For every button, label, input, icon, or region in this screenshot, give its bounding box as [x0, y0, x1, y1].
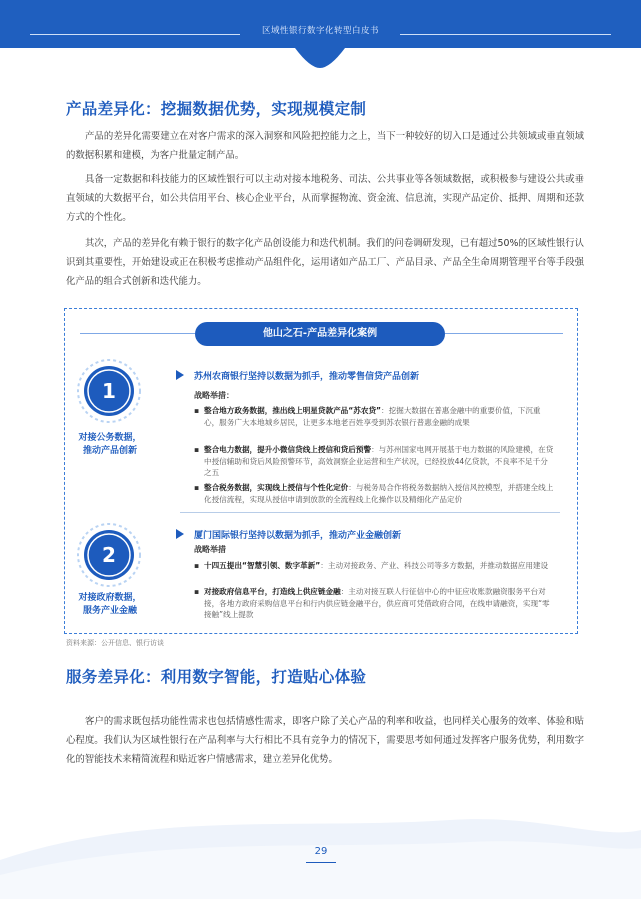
- case-caption-line: 对接公务数据，: [78, 433, 142, 443]
- case-bullet: [194, 444, 554, 479]
- bullet-text: ：挖掘大数据在普惠金融中的重要价值，下沉重心，服务广大本地城乡居民，让更多本地老百姓享受到苏农银行普惠金融的成果: [204, 406, 541, 427]
- bullet-dot-icon: ▪: [194, 587, 200, 596]
- bullet-bold: 整合电力数据，提升小微信贷线上授信和贷后预警: [204, 445, 372, 454]
- arrow-right-icon: [176, 370, 184, 380]
- case-divider: [180, 512, 560, 513]
- bullet-bold: 对接政府信息平台，打造线上供应链金融: [204, 587, 341, 596]
- page-number: 29: [314, 846, 328, 857]
- bullet-dot-icon: ▪: [194, 483, 200, 492]
- case-number: 2: [102, 543, 116, 567]
- case-bullet: [194, 586, 554, 621]
- case-title-rule-right: [445, 333, 563, 334]
- source-note: 资料来源：公开信息、银行访谈: [66, 639, 164, 647]
- case-title-rule-left: [80, 333, 195, 334]
- header-notch-shape: [0, 44, 641, 72]
- paragraph: 其次，产品的差异化有赖于银行的数字化产品创设能力和迭代机制。我们的问卷调研发现，已有超过50%的区域性银行认识到其重要性，开始建设或正在积极考虑推动产品组件化，运用诸如产品工厂、产品目录、产品全生命周期管理平台等手段强化产品的组合式创新和迭代能力。: [66, 238, 584, 287]
- bullet-text: ：主动对接政务、产业、科技公司等多方数据，并推动数据应用建设: [320, 561, 549, 570]
- page-number-underline: [306, 862, 336, 863]
- bullet-text: ：主动对接互联人行征信中心的中征应收账款融资服务平台对接，各地方政府采购信息平台和行内供应链金融平台，供应商可凭借政府合同，在线申请融资，实现“零接触”线上提款: [204, 587, 550, 619]
- header-title: 区域性银行数字化转型白皮书: [261, 26, 379, 36]
- bullet-bold: 十四五提出“智慧引领、数字革新”: [204, 561, 321, 570]
- case-bullet: [194, 405, 554, 428]
- bullet-dot-icon: ▪: [194, 561, 200, 570]
- bullet-bold: 整合税务数据，实现线上授信与个性化定价: [204, 483, 349, 492]
- case-bullet: [194, 560, 554, 572]
- case-caption-line: 服务产业金融: [82, 606, 137, 616]
- paragraph: 客户的需求既包括功能性需求也包括情感性需求，即客户除了关心产品的利率和收益，也同样关心服务的效率、体验和贴心程度。我们认为区域性银行在产品利率与大行相比不具有竞争力的情况下，需要思考如何通过发挥客户服务优势，利用数字化的智能技术来精简流程和贴近客户情感需求，建立差异化优势。: [66, 716, 584, 765]
- footer-wave-decoration: [0, 790, 641, 899]
- section-heading-product: 产品差异化：挖掘数据优势，实现规模定制: [66, 100, 367, 118]
- case-number: 1: [102, 379, 116, 403]
- bullet-dot-icon: ▪: [194, 406, 200, 415]
- case-caption: [68, 592, 152, 618]
- case-caption-line: 推动产品创新: [82, 446, 137, 456]
- case-caption-line: 对接政府数据，: [78, 593, 142, 603]
- case-caption: [68, 432, 152, 458]
- case-bullet: [194, 482, 554, 505]
- number-badge-icon: [76, 358, 142, 424]
- bullet-dot-icon: ▪: [194, 445, 200, 454]
- case-headline: 厦门国际银行坚持以数据为抓手，推动产业金融创新: [194, 531, 402, 541]
- case-study-title: 他山之石-产品差异化案例: [195, 322, 445, 346]
- paragraph: 产品的差异化需要建立在对客户需求的深入洞察和风险把控能力之上，当下一种较好的切入口是通过公共领域或垂直领域的数据积累和建模，为客户批量定制产品。: [66, 131, 584, 161]
- section-heading-service: 服务差异化：利用数字智能，打造贴心体验: [66, 668, 367, 686]
- bullet-bold: 整合地方政务数据，推出线上明星贷款产品“苏农贷”: [204, 406, 382, 415]
- bullet-text: ：与税务局合作将税务数据纳入授信风控模型，并搭建全线上化授信流程，实现从授信申请到放款的全流程线上化操作以及精细化产品定价: [204, 483, 554, 504]
- case-headline: 苏州农商银行坚持以数据为抓手，推动零售信贷产品创新: [194, 372, 420, 382]
- paragraph: 具备一定数据和科技能力的区域性银行可以主动对接本地税务、司法、公共事业等各领域数据，或积极参与建设公共或垂直领域的大数据平台，如公共信用平台、核心企业平台，从而掌握物流、资金流、信息流，实现产品定价、抵押、周期和还款方式的个性化。: [66, 174, 584, 223]
- number-badge-icon: [76, 522, 142, 588]
- arrow-right-icon: [176, 529, 184, 539]
- strategy-label: 战略举措: [194, 545, 226, 554]
- strategy-label: 战略举措：: [194, 391, 234, 400]
- bullet-text: ：与苏州国家电网开展基于电力数据的风险建模，在贷中授信辅助和贷后风险预警环节，高效洞察企业运营和生产状况，已经投放44亿贷款，不良率不足千分之五: [204, 445, 554, 477]
